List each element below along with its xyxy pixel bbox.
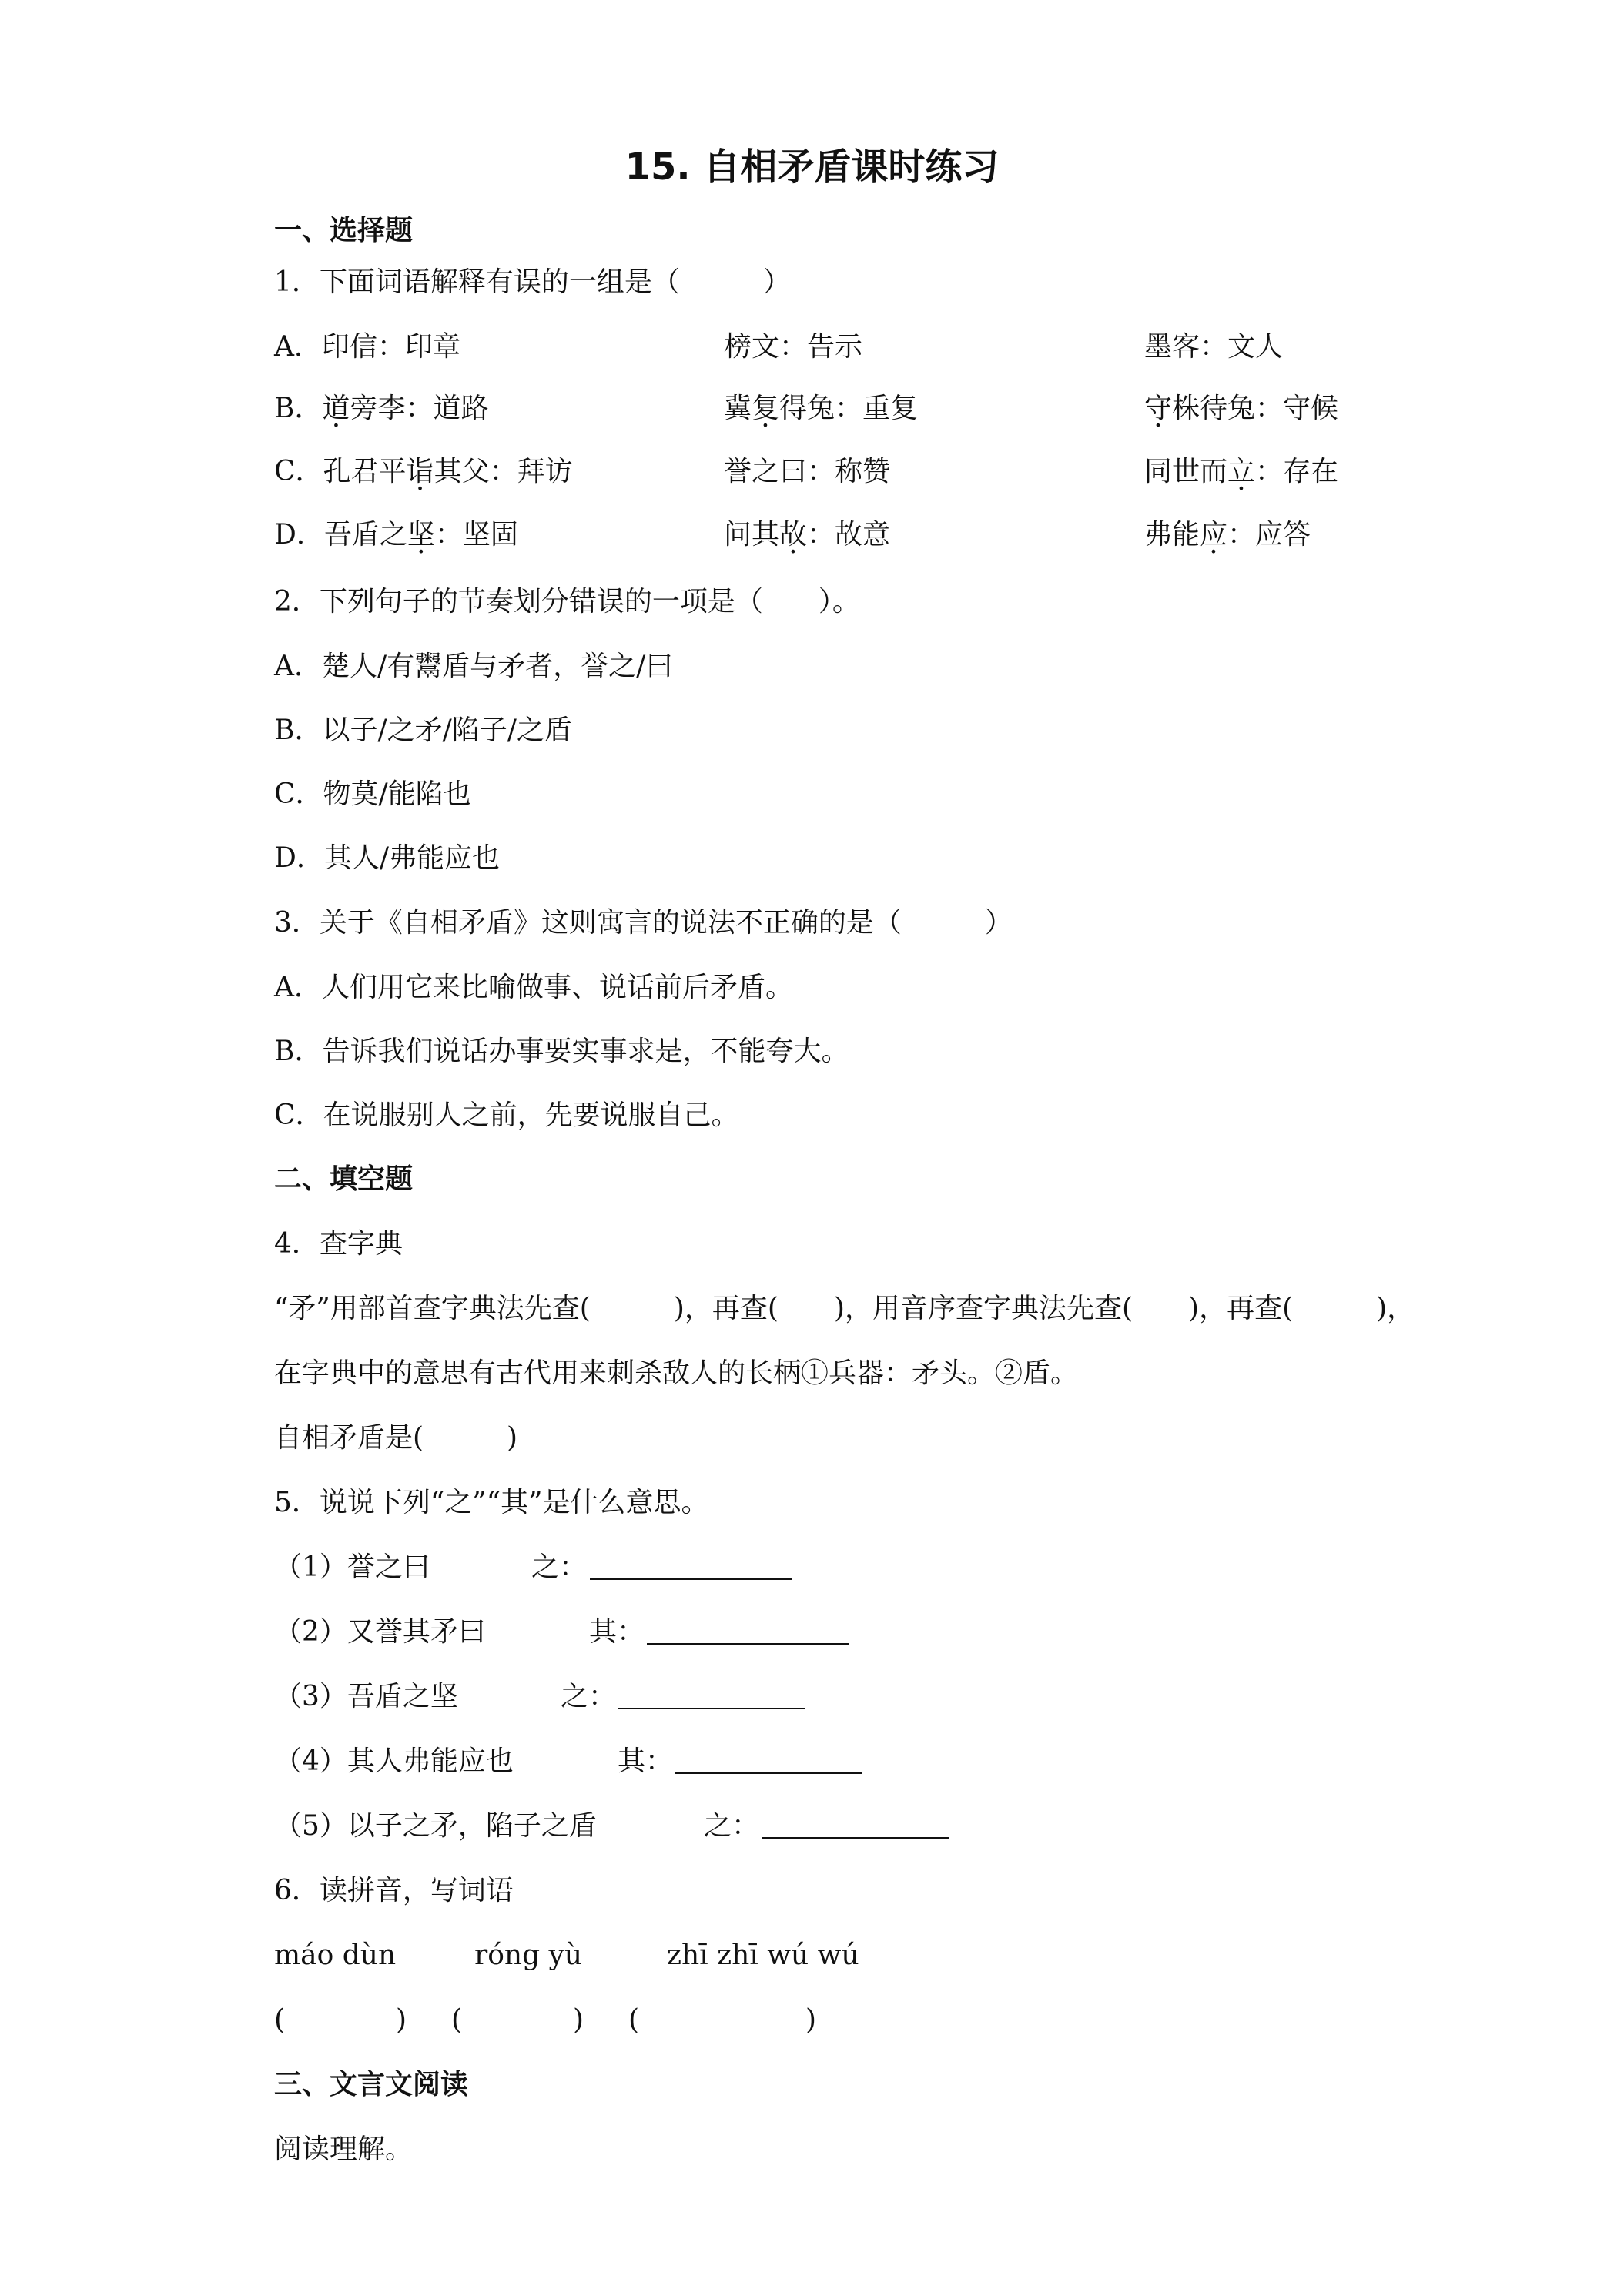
q1-option-c-item-3: 同世而立：存在 [1144, 456, 1339, 487]
q1-option-a-item-1: A．印信：印章 [274, 331, 460, 363]
q5-item-3-key: 之： [561, 1681, 617, 1712]
q5-item-3-label: （3）吾盾之坚 [274, 1681, 458, 1712]
question-3-stem: 3．关于《自相矛盾》这则寓言的说法不正确的是（ ） [274, 907, 1013, 939]
q5-item-1-answer-blank[interactable] [590, 1555, 792, 1580]
q6-answer-paren-2[interactable]: ( ) [451, 2004, 584, 2036]
q4-line-1: “矛”用部首查字典法先查( )，再查( )，用音序查字典法先查( )，再查( )， [274, 1293, 1415, 1324]
question-5-stem: 5．说说下列“之”“其”是什么意思。 [274, 1487, 709, 1518]
q6-answer-paren-3[interactable]: ( ) [628, 2004, 817, 2036]
emphasis-dot-char: 复 [752, 393, 780, 424]
q2-option-b: B．以子/之矛/陷子/之盾 [274, 715, 572, 746]
page-title: 15. 自相矛盾课时练习 [624, 146, 1000, 189]
q5-item-2-label: （2）又誉其矛曰 [274, 1616, 486, 1648]
q1-option-d-item-1: D．吾盾之坚：坚固 [274, 519, 518, 551]
q6-pinyin-1: máo dùn [274, 1940, 397, 1971]
q3-option-a: A．人们用它来比喻做事、说话前后矛盾。 [274, 972, 793, 1003]
q2-option-c: C．物莫/能陷也 [274, 778, 471, 810]
section-heading-choice: 一、选择题 [274, 215, 414, 246]
q1-option-d-item-3: 弗能应：应答 [1144, 519, 1311, 551]
q5-item-4-answer-blank[interactable] [675, 1749, 862, 1774]
emphasis-dot-char: 守 [1144, 393, 1173, 424]
q2-option-a: A．楚人/有鬻盾与矛者，誉之/曰 [274, 651, 674, 682]
q6-pinyin-3: zhī zhī wú wú [667, 1940, 859, 1971]
q1-option-a-item-2: 榜文：告示 [724, 331, 863, 363]
q3-option-b: B．告诉我们说话办事要实事求是，不能夸大。 [274, 1036, 849, 1067]
q1-option-c-item-1: C．孔君平诣其父：拜访 [274, 456, 573, 487]
emphasis-dot-char: 道 [322, 393, 350, 424]
q1-option-d-item-2: 问其故：故意 [724, 519, 891, 551]
q5-item-5-key: 之： [704, 1810, 760, 1842]
section-heading-reading: 三、文言文阅读 [274, 2069, 469, 2100]
q5-item-1-key: 之： [531, 1551, 588, 1583]
q1-option-b-item-2: 冀复得兔：重复 [724, 393, 919, 424]
emphasis-dot-char: 故 [779, 519, 808, 551]
emphasis-dot-char: 应 [1200, 519, 1228, 551]
q2-option-d: D．其人/弗能应也 [274, 842, 500, 874]
q6-answer-paren-1[interactable]: ( ) [274, 2004, 407, 2036]
question-4-stem: 4．查字典 [274, 1228, 403, 1260]
question-2-stem: 2．下列句子的节奏划分错误的一项是（ ）。 [274, 586, 860, 618]
question-1-stem: 1．下面词语解释有误的一组是（ ） [274, 266, 791, 298]
question-6-stem: 6．读拼音，写词语 [274, 1875, 514, 1906]
q1-option-b-item-3: 守株待兔：守候 [1144, 393, 1339, 424]
q5-item-2-key: 其： [589, 1616, 645, 1648]
q3-option-c: C．在说服别人之前，先要说服自己。 [274, 1099, 739, 1131]
emphasis-dot-char: 坚 [407, 519, 435, 551]
q5-item-4-key: 其： [618, 1745, 674, 1777]
q1-option-b-item-1: B．道旁李：道路 [274, 393, 489, 424]
reading-instruction: 阅读理解。 [274, 2134, 414, 2165]
q5-item-4-label: （4）其人弗能应也 [274, 1745, 514, 1777]
emphasis-dot-char: 诣 [406, 456, 434, 487]
q5-item-1-label: （1）誉之曰 [274, 1551, 430, 1583]
q5-item-2-answer-blank[interactable] [647, 1620, 849, 1645]
q5-item-3-answer-blank[interactable] [618, 1685, 805, 1709]
q1-option-c-item-2: 誉之曰：称赞 [724, 456, 891, 487]
q5-item-5-answer-blank[interactable] [762, 1814, 949, 1839]
section-heading-fill: 二、填空题 [274, 1163, 414, 1195]
q6-pinyin-2: róng yù [474, 1940, 583, 1971]
q5-item-5-label: （5）以子之矛，陷子之盾 [274, 1810, 597, 1842]
q4-line-2: 在字典中的意思有古代用来刺杀敌人的长柄①兵器：矛头。②盾。 [274, 1357, 1079, 1389]
emphasis-dot-char: 立 [1227, 456, 1256, 487]
q4-line-3: 自相矛盾是( ) [274, 1422, 518, 1454]
q1-option-a-item-3: 墨客：文人 [1144, 331, 1284, 363]
